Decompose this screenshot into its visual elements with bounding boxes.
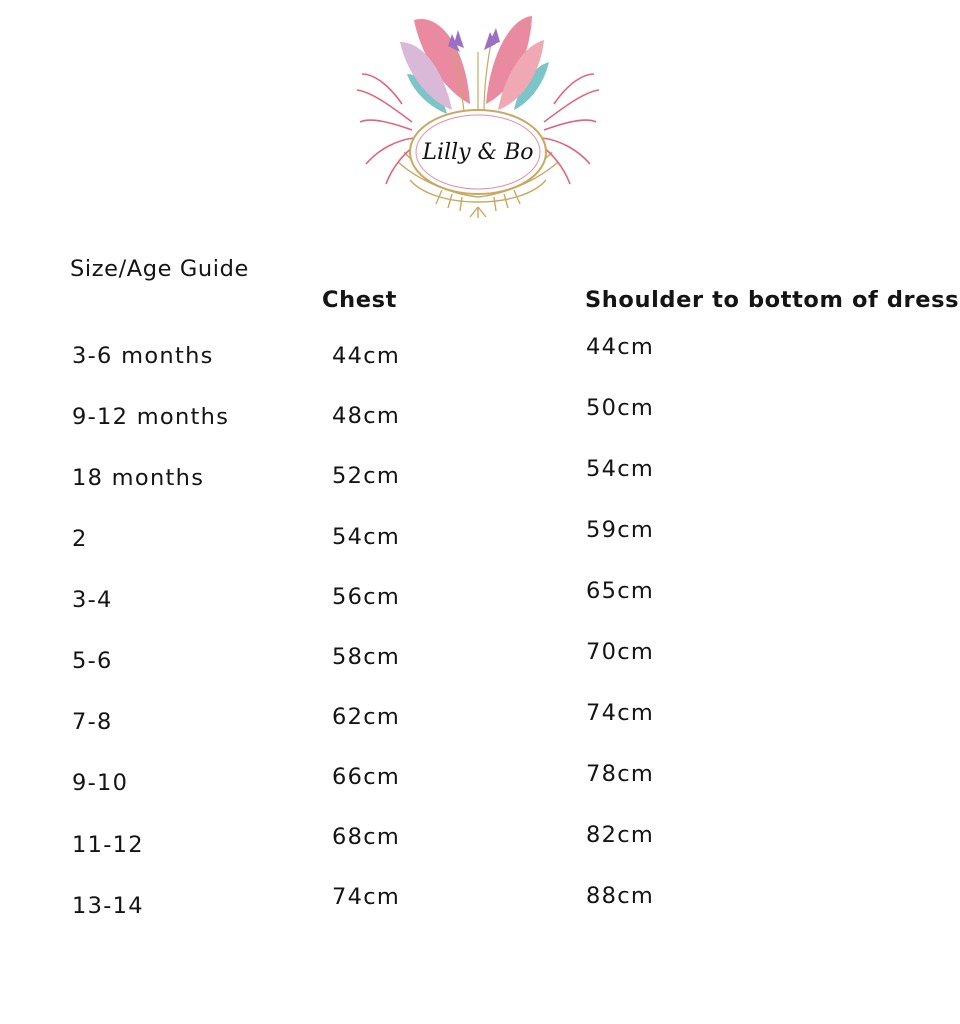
row-chest: 52cm (332, 463, 401, 489)
row-age: 7-8 (72, 709, 113, 735)
row-age: 3-4 (72, 587, 113, 613)
size-guide-title: Size/Age Guide (70, 256, 249, 282)
row-length: 88cm (586, 883, 655, 909)
row-age: 5-6 (72, 648, 113, 674)
row-length: 44cm (586, 334, 655, 360)
row-chest: 44cm (332, 343, 401, 369)
row-chest: 68cm (332, 824, 401, 850)
row-chest: 56cm (332, 584, 401, 610)
row-chest: 74cm (332, 884, 401, 910)
row-length: 50cm (586, 395, 655, 421)
row-age: 11-12 (72, 832, 144, 858)
brand-logo (352, 12, 604, 218)
row-length: 70cm (586, 639, 655, 665)
row-chest: 58cm (332, 644, 401, 670)
row-length: 82cm (586, 822, 655, 848)
row-length: 78cm (586, 761, 655, 787)
chest-column-header: Chest (322, 287, 397, 313)
row-age: 9-10 (72, 770, 129, 796)
row-length: 59cm (586, 517, 655, 543)
row-chest: 62cm (332, 704, 401, 730)
row-age: 2 (72, 526, 88, 552)
length-column-header: Shoulder to bottom of dress (585, 287, 960, 313)
row-age: 9-12 months (72, 404, 230, 430)
row-chest: 54cm (332, 524, 401, 550)
row-chest: 66cm (332, 764, 401, 790)
row-length: 74cm (586, 700, 655, 726)
row-age: 3-6 months (72, 343, 214, 369)
svg-text:Lilly & Bo: Lilly & Bo (422, 140, 534, 165)
row-chest: 48cm (332, 403, 401, 429)
row-age: 13-14 (72, 893, 144, 919)
row-age: 18 months (72, 465, 205, 491)
row-length: 54cm (586, 456, 655, 482)
row-length: 65cm (586, 578, 655, 604)
